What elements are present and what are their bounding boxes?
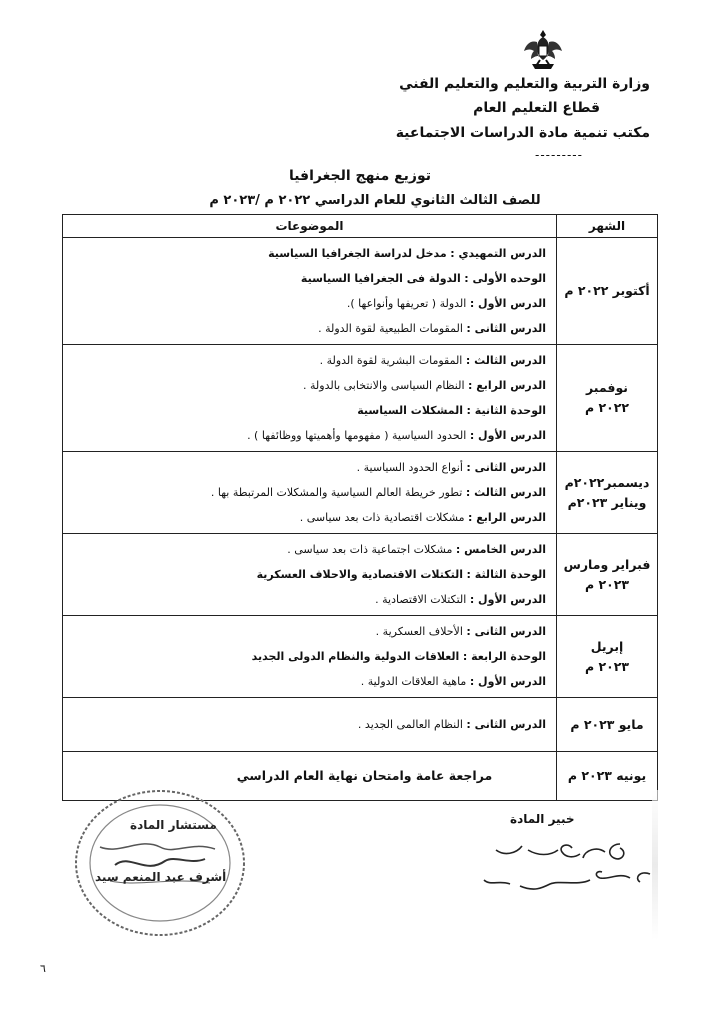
- topic-line: [69, 480, 546, 505]
- topic-line: [69, 712, 546, 737]
- topics-cell: [63, 452, 557, 534]
- expert-label: خبير المادة: [510, 812, 575, 826]
- topic-line: [69, 266, 546, 291]
- egypt-eagle-emblem: [522, 28, 564, 74]
- month-cell: [557, 698, 658, 752]
- lesson-label: الوحدة الثالثة :: [466, 568, 546, 581]
- lesson-topic: مدخل لدراسة الجغرافيا السياسية: [268, 247, 447, 260]
- lesson-label: الدرس الخامس :: [455, 543, 546, 556]
- lesson-topic: تطور خريطة العالم السياسية والمشكلات المرتبطة بها .: [210, 486, 463, 499]
- month-cell: [557, 238, 658, 345]
- topic-line: [69, 241, 546, 266]
- month-cell: [557, 616, 658, 698]
- lesson-label: الدرس الرابع :: [468, 511, 546, 524]
- lesson-topic: المشكلات السياسية: [357, 404, 464, 417]
- lesson-label: الدرس الأول :: [469, 429, 546, 442]
- topic-line: [69, 562, 546, 587]
- topic-line: [69, 398, 546, 423]
- document-subtitle: للصف الثالث الثانوي للعام الدراسي ٢٠٢٢ م /٢٠٢٣ م: [209, 193, 541, 208]
- month-cell: [557, 534, 658, 616]
- topic-line: [69, 291, 546, 316]
- final-review-text: مراجعة عامة وامتحان نهاية العام الدراسي: [236, 768, 493, 783]
- office-name: مكتب تنمية مادة الدراسات الاجتماعية: [395, 125, 650, 141]
- topics-cell: [63, 616, 557, 698]
- header-divider: ---------: [535, 148, 583, 162]
- topic-line: [69, 537, 546, 562]
- topic-line: [69, 644, 546, 669]
- stamp-title: مستشار المادة: [130, 818, 217, 832]
- topics-column-header: الموضوعات: [63, 215, 557, 238]
- lesson-topic: الأحلاف العسكرية .: [375, 625, 463, 638]
- topic-line: [69, 669, 546, 694]
- month-label: ٢٠٢٣ م: [584, 576, 630, 592]
- lesson-topic: أنواع الحدود السياسية .: [356, 461, 463, 474]
- lesson-topic: الدولة ( تعريفها وأنواعها ).: [346, 297, 467, 310]
- topics-cell: [63, 534, 557, 616]
- lesson-topic: النظام العالمى الجديد .: [357, 718, 463, 731]
- stamp-name: أشرف عبد المنعم سيد: [95, 870, 227, 884]
- topics-cell: [63, 698, 557, 752]
- month-label: إبريل: [590, 638, 624, 654]
- lesson-topic: التكتلات الاقتصادية .: [375, 593, 467, 606]
- lesson-topic: النظام السياسى والانتخابى بالدولة .: [303, 379, 465, 392]
- month-label: مايو ٢٠٢٣ م: [570, 716, 644, 732]
- official-stamp: [70, 785, 250, 940]
- sector-name: قطاع التعليم العام: [473, 100, 600, 116]
- topics-cell: [63, 238, 557, 345]
- topic-line: [69, 423, 546, 448]
- topic-line: [69, 505, 546, 530]
- document-title: توزيع منهج الجغرافيا: [288, 168, 432, 184]
- lesson-label: الدرس الثالث :: [465, 486, 546, 499]
- lesson-topic: العلاقات الدولية والنظام الدولى الجديد: [251, 650, 460, 663]
- topic-line: [69, 587, 546, 612]
- lesson-label: الدرس الثانى :: [466, 718, 546, 731]
- scan-edge-mark: [652, 790, 658, 940]
- curriculum-table: [62, 214, 658, 801]
- topic-line: [69, 348, 546, 373]
- month-label: ديسمبر٢٠٢٢م: [564, 474, 650, 490]
- topic-line: [69, 373, 546, 398]
- month-label: ٢٠٢٣ م: [584, 658, 630, 674]
- lesson-topic: المقومات البشرية لقوة الدولة .: [319, 354, 463, 367]
- table-row: [63, 452, 658, 534]
- lesson-label: الدرس الثانى :: [466, 322, 546, 335]
- lesson-label: الدرس التمهيدي :: [450, 247, 546, 260]
- expert-signature: [470, 832, 660, 902]
- table-row: [63, 698, 658, 752]
- month-column-header: الشهر: [557, 215, 658, 238]
- topics-cell: [63, 345, 557, 452]
- topic-line: [69, 619, 546, 644]
- lesson-label: الدرس الثالث :: [465, 354, 546, 367]
- lesson-topic: مشكلات اجتماعية ذات بعد سياسى .: [287, 543, 453, 556]
- lesson-label: الوحدة الرابعة :: [462, 650, 546, 663]
- lesson-topic: الدولة فى الجغرافيا السياسية: [300, 272, 461, 285]
- lesson-topic: التكتلات الاقتصادية والاحلاف العسكرية: [256, 568, 464, 581]
- month-label: نوفمبر: [586, 380, 628, 395]
- lesson-label: الدرس الثانى :: [466, 625, 546, 638]
- table-row: [63, 534, 658, 616]
- topic-line: [69, 455, 546, 480]
- lesson-label: الدرس الرابع :: [468, 379, 546, 392]
- lesson-topic: ماهية العلاقات الدولية .: [360, 675, 467, 688]
- table-row: [63, 616, 658, 698]
- month-cell: يونيه ٢٠٢٣ م: [557, 752, 658, 801]
- topic-line: [69, 316, 546, 341]
- lesson-topic: الحدود السياسية ( مفهومها وأهميتها ووظائفها ) .: [247, 429, 467, 442]
- month-label: ٢٠٢٢ م: [584, 400, 630, 415]
- month-label: فبراير ومارس: [563, 556, 651, 572]
- table-header-row: [63, 215, 658, 238]
- month-label: أكتوبر ٢٠٢٢ م: [564, 283, 650, 298]
- month-label: ويناير ٢٠٢٣م: [567, 494, 647, 510]
- lesson-label: الدرس الثانى :: [466, 461, 546, 474]
- table-row: [63, 345, 658, 452]
- lesson-topic: مشكلات اقتصادية ذات بعد سياسى .: [299, 511, 465, 524]
- lesson-label: الدرس الأول :: [469, 675, 546, 688]
- page-number: ٦: [40, 962, 46, 975]
- ministry-name: وزارة التربية والتعليم والتعليم الفني: [399, 76, 650, 92]
- lesson-label: الدرس الأول :: [469, 297, 546, 310]
- lesson-label: الدرس الأول :: [469, 593, 546, 606]
- month-cell: [557, 452, 658, 534]
- lesson-label: الوحده الأولى :: [464, 272, 546, 285]
- month-cell: [557, 345, 658, 452]
- table-body: [63, 238, 658, 801]
- lesson-label: الوحدة الثانية :: [466, 404, 546, 417]
- table-row: [63, 238, 658, 345]
- lesson-topic: المقومات الطبيعية لقوة الدولة .: [318, 322, 463, 335]
